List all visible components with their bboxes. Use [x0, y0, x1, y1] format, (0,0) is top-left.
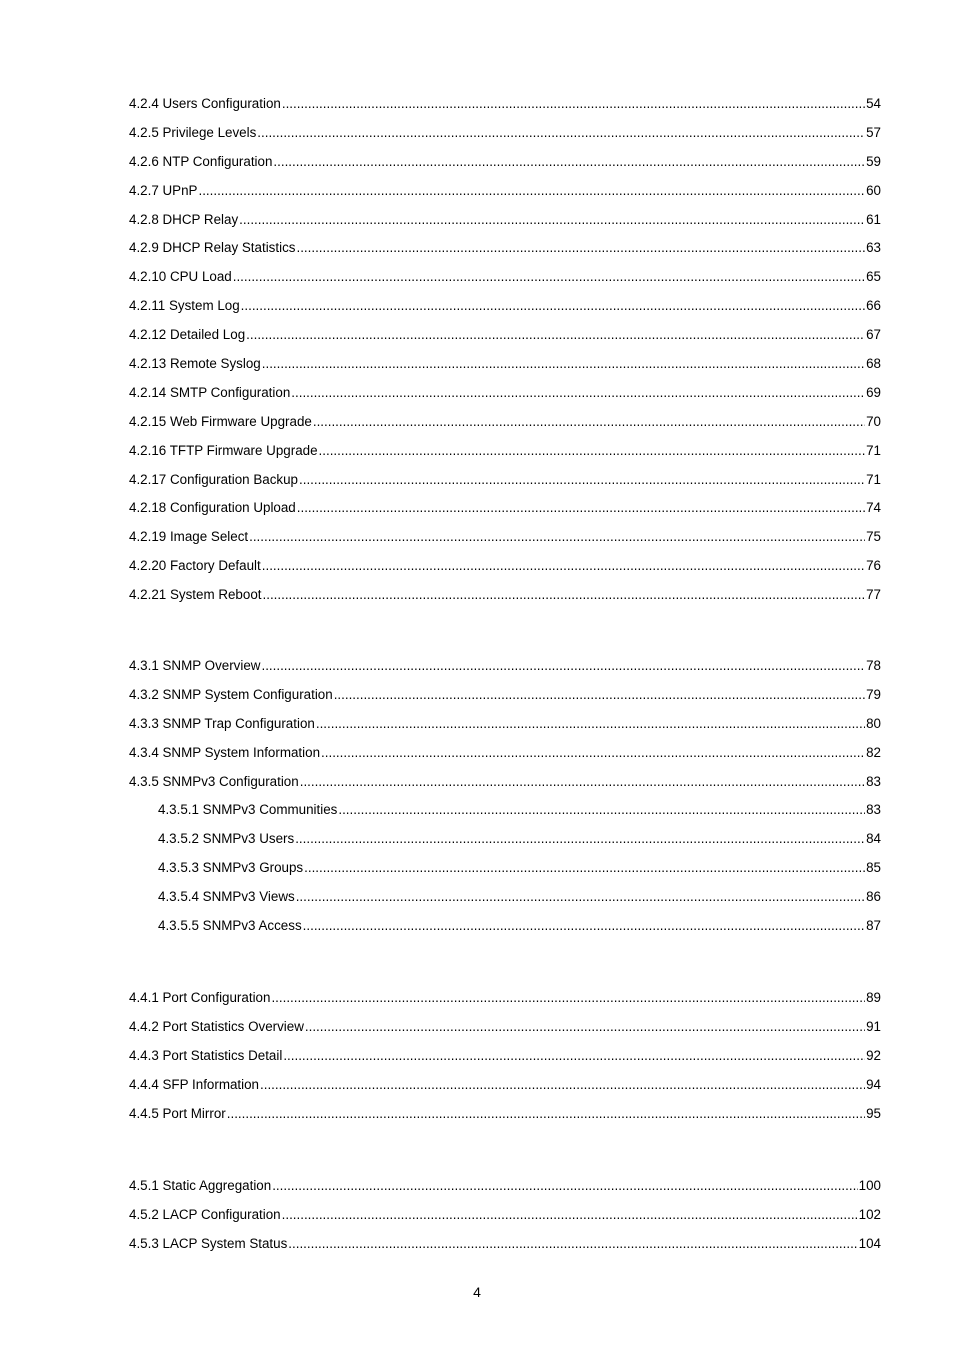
toc-entry-title: 4.5.2 LACP Configuration	[129, 1206, 281, 1222]
dot-leader	[338, 802, 865, 818]
toc-entry[interactable]	[129, 745, 881, 774]
toc-entry-page: 100	[858, 1178, 881, 1193]
toc-entry-title: 4.5.3 LACP System Status	[129, 1235, 288, 1251]
toc-entry-page: 59	[866, 153, 881, 169]
toc-entry-title: 4.2.16 TFTP Firmware Upgrade	[129, 442, 318, 458]
toc-entry-page: 54	[866, 96, 881, 111]
toc-entry-page: 78	[866, 658, 881, 673]
toc-entry-page: 83	[866, 773, 881, 789]
toc-entry[interactable]	[129, 269, 881, 298]
toc-entry-title: 4.2.18 Configuration Upload	[129, 500, 296, 516]
toc-entry[interactable]	[129, 414, 881, 443]
toc-entry[interactable]	[129, 1048, 881, 1077]
toc-entry[interactable]	[129, 500, 881, 529]
dot-leader	[288, 1236, 857, 1252]
dot-leader	[303, 918, 865, 934]
dot-leader	[239, 212, 865, 228]
dot-leader	[304, 860, 865, 876]
dot-leader	[261, 658, 865, 674]
toc-entry-title: 4.2.17 Configuration Backup	[129, 471, 298, 487]
toc-entry[interactable]	[129, 240, 881, 269]
toc-entry-page: 84	[866, 831, 881, 847]
toc-entry[interactable]	[129, 716, 881, 745]
toc-entry[interactable]	[129, 1178, 881, 1207]
toc-entry-title: 4.2.9 DHCP Relay Statistics	[129, 240, 296, 256]
dot-leader	[316, 716, 865, 732]
toc-entry-page: 80	[866, 715, 881, 731]
toc-subentry[interactable]	[129, 918, 881, 947]
toc-section-4-3	[129, 658, 881, 947]
dot-leader	[321, 745, 865, 761]
dot-leader	[257, 125, 865, 141]
toc-entry-page: 61	[866, 211, 881, 227]
toc-entry[interactable]	[129, 96, 881, 125]
dot-leader	[241, 298, 865, 314]
toc-entry-title: 4.2.6 NTP Configuration	[129, 153, 273, 169]
dot-leader	[233, 269, 865, 285]
toc-entry-title: 4.2.15 Web Firmware Upgrade	[129, 413, 312, 429]
toc-entry-title: 4.5.1 Static Aggregation	[129, 1178, 272, 1193]
toc-entry-title: 4.4.1 Port Configuration	[129, 990, 271, 1005]
toc-entry-title: 4.2.7 UPnP	[129, 182, 198, 198]
page-number: 4	[473, 1284, 481, 1300]
dot-leader	[319, 443, 866, 459]
toc-entry-title: 4.4.4 SFP Information	[129, 1076, 260, 1092]
toc-entry-title: 4.3.5 SNMPv3 Configuration	[129, 773, 299, 789]
toc-entry-page: 67	[866, 327, 881, 343]
toc-entry-title: 4.2.20 Factory Default	[129, 558, 261, 574]
toc-entry-page: 74	[866, 500, 881, 516]
toc-entry[interactable]	[129, 298, 881, 327]
toc-entry-title: 4.2.11 System Log	[129, 298, 240, 314]
toc-entry[interactable]	[129, 587, 881, 616]
toc-entry-page: 66	[866, 298, 881, 314]
toc-entry[interactable]	[129, 1106, 881, 1135]
toc-entry-title: 4.2.21 System Reboot	[129, 587, 262, 603]
toc-entry-page: 76	[866, 558, 881, 574]
dot-leader	[296, 889, 865, 905]
toc-entry[interactable]	[129, 658, 881, 687]
dot-leader	[299, 472, 865, 488]
toc-entry-page: 82	[866, 744, 881, 760]
toc-entry-title: 4.2.4 Users Configuration	[129, 96, 281, 111]
toc-entry[interactable]	[129, 443, 881, 472]
dot-leader	[297, 500, 865, 516]
toc-entry-title: 4.2.19 Image Select	[129, 529, 249, 545]
toc-subentry[interactable]	[129, 860, 881, 889]
toc-entry-page: 85	[866, 860, 881, 876]
toc-entry[interactable]	[129, 183, 881, 212]
dot-leader	[260, 1077, 865, 1093]
toc-entry-page: 69	[866, 384, 881, 400]
dot-leader	[271, 990, 865, 1006]
dot-leader	[249, 529, 865, 545]
toc-entry-title: 4.2.8 DHCP Relay	[129, 211, 239, 227]
toc-entry-title: 4.4.3 Port Statistics Detail	[129, 1047, 283, 1063]
dot-leader	[291, 385, 865, 401]
toc-entry-title: 4.3.2 SNMP System Configuration	[129, 686, 333, 702]
toc-entry-title: 4.3.5.2 SNMPv3 Users	[158, 831, 295, 847]
toc-entry[interactable]	[129, 356, 881, 385]
dot-leader	[282, 1207, 858, 1223]
dot-leader	[295, 831, 865, 847]
toc-subentry[interactable]	[129, 802, 881, 831]
toc-entry-page: 63	[866, 240, 881, 256]
dot-leader	[300, 774, 865, 790]
toc-section-4-5	[129, 1178, 881, 1265]
toc-entry-page: 87	[866, 918, 881, 934]
toc-entry-title: 4.2.13 Remote Syslog	[129, 356, 261, 372]
toc-entry[interactable]	[129, 472, 881, 501]
toc-entry-page: 83	[866, 802, 881, 818]
toc-entry-page: 86	[866, 889, 881, 905]
toc-entry-page: 70	[866, 413, 881, 429]
toc-entry[interactable]	[129, 558, 881, 587]
toc-subentry[interactable]	[129, 889, 881, 918]
toc-entry-title: 4.3.5.1 SNMPv3 Communities	[158, 802, 338, 818]
toc-entry-title: 4.3.1 SNMP Overview	[129, 658, 261, 673]
dot-leader	[246, 327, 865, 343]
toc-entry-title: 4.4.2 Port Statistics Overview	[129, 1018, 304, 1034]
toc-section-4-2	[129, 96, 881, 616]
toc-entry[interactable]	[129, 385, 881, 414]
dot-leader	[296, 240, 865, 256]
dot-leader	[263, 587, 866, 603]
toc-entry-page: 71	[866, 471, 881, 487]
toc-entry-title: 4.2.14 SMTP Configuration	[129, 384, 291, 400]
toc-entry-title: 4.2.12 Detailed Log	[129, 327, 246, 343]
toc-entry-page: 75	[866, 529, 881, 545]
toc-entry-page: 95	[866, 1105, 881, 1121]
dot-leader	[273, 154, 865, 170]
toc-entry[interactable]	[129, 774, 881, 803]
toc-entry-page: 102	[858, 1206, 881, 1222]
dot-leader	[305, 1019, 865, 1035]
toc-entry[interactable]	[129, 125, 881, 154]
toc-entry[interactable]	[129, 1077, 881, 1106]
toc-entry-page: 77	[866, 587, 881, 603]
toc-entry-title: 4.3.5.4 SNMPv3 Views	[158, 889, 295, 905]
toc-subentry[interactable]	[129, 831, 881, 860]
dot-leader	[272, 1178, 857, 1194]
toc-entry-title: 4.3.3 SNMP Trap Configuration	[129, 715, 315, 731]
dot-leader	[334, 687, 865, 703]
dot-leader	[262, 356, 865, 372]
toc-entry[interactable]	[129, 327, 881, 356]
toc-entry-page: 92	[866, 1047, 881, 1063]
toc-entry-page: 71	[866, 442, 881, 458]
toc-entry[interactable]	[129, 529, 881, 558]
toc-entry[interactable]	[129, 687, 881, 716]
dot-leader	[262, 558, 865, 574]
toc-entry-page: 89	[866, 990, 881, 1005]
toc-entry-page: 68	[866, 356, 881, 372]
toc-entry-page: 91	[866, 1018, 881, 1034]
toc-entry-page: 79	[866, 686, 881, 702]
toc-entry[interactable]	[129, 1019, 881, 1048]
toc-entry[interactable]	[129, 990, 881, 1019]
toc-entry-page: 94	[866, 1076, 881, 1092]
toc-entry-page: 65	[866, 269, 881, 285]
toc-entry-title: 4.2.5 Privilege Levels	[129, 124, 257, 140]
toc-entry-page: 104	[858, 1235, 881, 1251]
toc-entry-title: 4.2.10 CPU Load	[129, 269, 232, 285]
toc-entry-page: 60	[866, 182, 881, 198]
dot-leader	[198, 183, 865, 199]
dot-leader	[227, 1106, 865, 1122]
dot-leader	[282, 96, 865, 112]
toc-entry-title: 4.3.5.3 SNMPv3 Groups	[158, 860, 304, 876]
dot-leader	[313, 414, 865, 430]
toc-entry-title: 4.4.5 Port Mirror	[129, 1105, 226, 1121]
toc-entry-title: 4.3.4 SNMP System Information	[129, 744, 321, 760]
toc-entry[interactable]	[129, 1207, 881, 1236]
dot-leader	[283, 1048, 865, 1064]
toc-section-4-4	[129, 990, 881, 1134]
toc-entry-title: 4.3.5.5 SNMPv3 Access	[158, 918, 302, 934]
toc-entry-page: 57	[866, 124, 881, 140]
toc-entry[interactable]	[129, 154, 881, 183]
toc-entry[interactable]	[129, 212, 881, 241]
toc-entry[interactable]	[129, 1236, 881, 1265]
